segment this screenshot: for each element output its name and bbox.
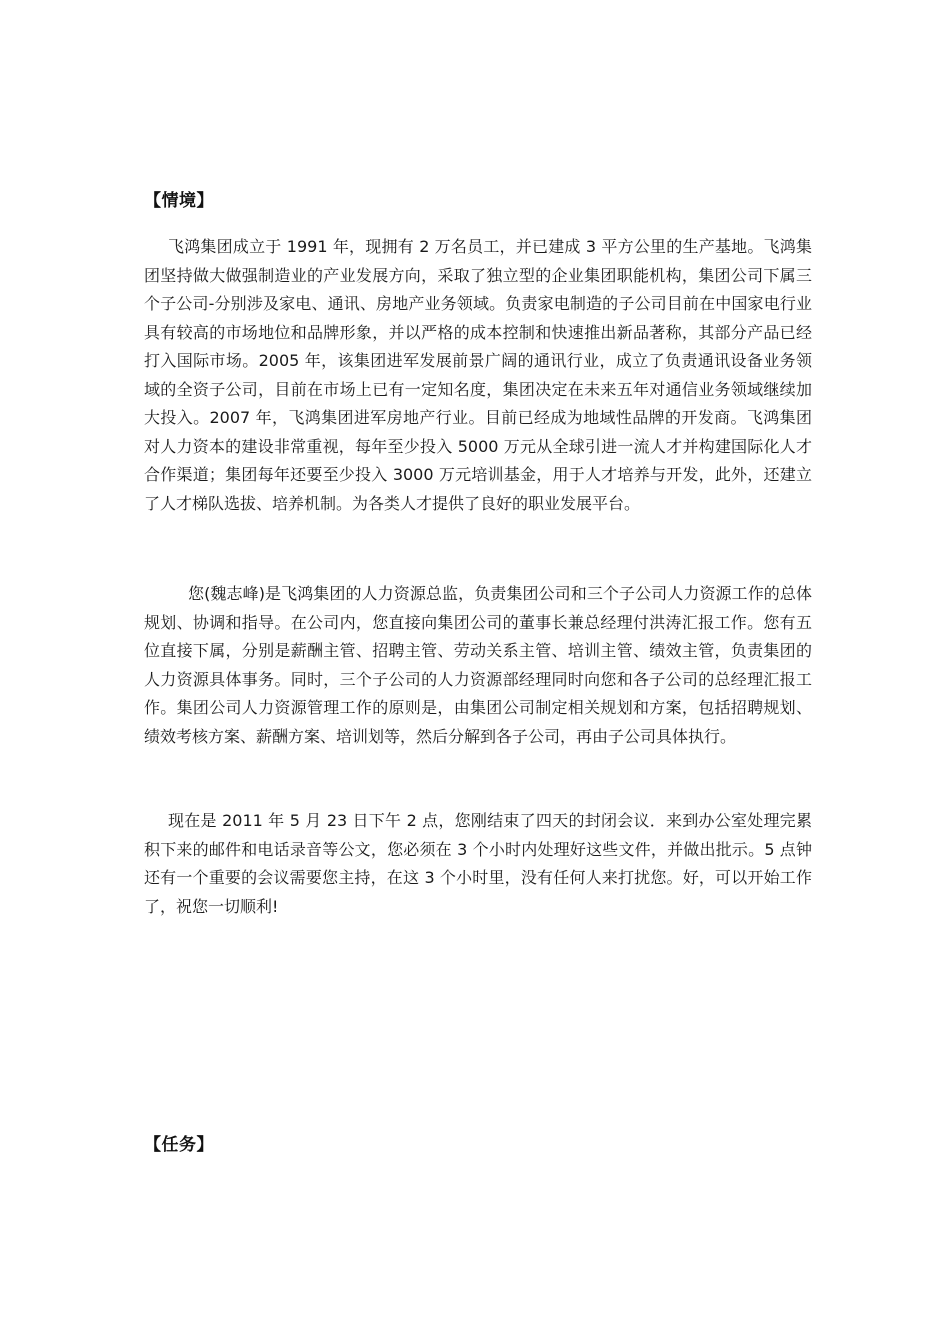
section-heading-situation: 【情境】 [144, 191, 214, 211]
paragraph-current-scenario: 现在是 2011 年 5 月 23 日下午 2 点，您刚结束了四天的封闭会议．来到办公室处理完累积下来的邮件和电话录音等公文，您必须在 3 个小时内处理好这些文件，并做出批示。5 点钟还有一个重要的会议需要您主持，在这 3 个小时里，没有任何人来打扰您。好，可以开始工作了，祝您一切顺利! [144, 811, 812, 916]
section-heading-task: 【任务】 [144, 1135, 214, 1155]
paragraph-role-description: 您(魏志峰)是飞鸿集团的人力资源总监，负责集团公司和三个子公司人力资源工作的总体规划、协调和指导。在公司内，您直接向集团公司的董事长兼总经理付洪涛汇报工作。您有五位直接下属，分别是薪酬主管、招聘主管、劳动关系主管、培训主管、绩效主管，负责集团的人力资源具体事务。同时，三个子公司的人力资源部经理同时向您和各子公司的总经理汇报工作。集团公司人力资源管理工作的原则是，由集团公司制定相关规划和方案，包括招聘规划、绩效考核方案、薪酬方案、培训划等，然后分解到各子公司，再由子公司具体执行。 [144, 584, 812, 746]
paragraph-company-background: 飞鸿集团成立于 1991 年，现拥有 2 万名员工，并已建成 3 平方公里的生产基地。飞鸿集团坚持做大做强制造业的产业发展方向，采取了独立型的企业集团职能机构，集团公司下属三个子公司-分别涉及家电、通讯、房地产业务领域。负责家电制造的子公司目前在中国家电行业具有较高的市场地位和品牌形象，并以严格的成本控制和快速推出新品著称，其部分产品已经打入国际市场。2005 年，该集团进军发展前景广阔的通讯行业，成立了负责通讯设备业务领域的全资子公司，目前在市场上已有一定知名度，集团决定在未来五年对通信业务领域继续加大投入。2007 年，飞鸿集团进军房地产行业。目前已经成为地域性品牌的开发商。飞鸿集团对人力资本的建设非常重视，每年至少投入 5000 万元从全球引进一流人才并构建国际化人才合作渠道；集团每年还要至少投入 3000 万元培训基金，用于人才培养与开发，此外，还建立了人才梯队选拔、培养机制。为各类人才提供了良好的职业发展平台。 [144, 237, 812, 513]
